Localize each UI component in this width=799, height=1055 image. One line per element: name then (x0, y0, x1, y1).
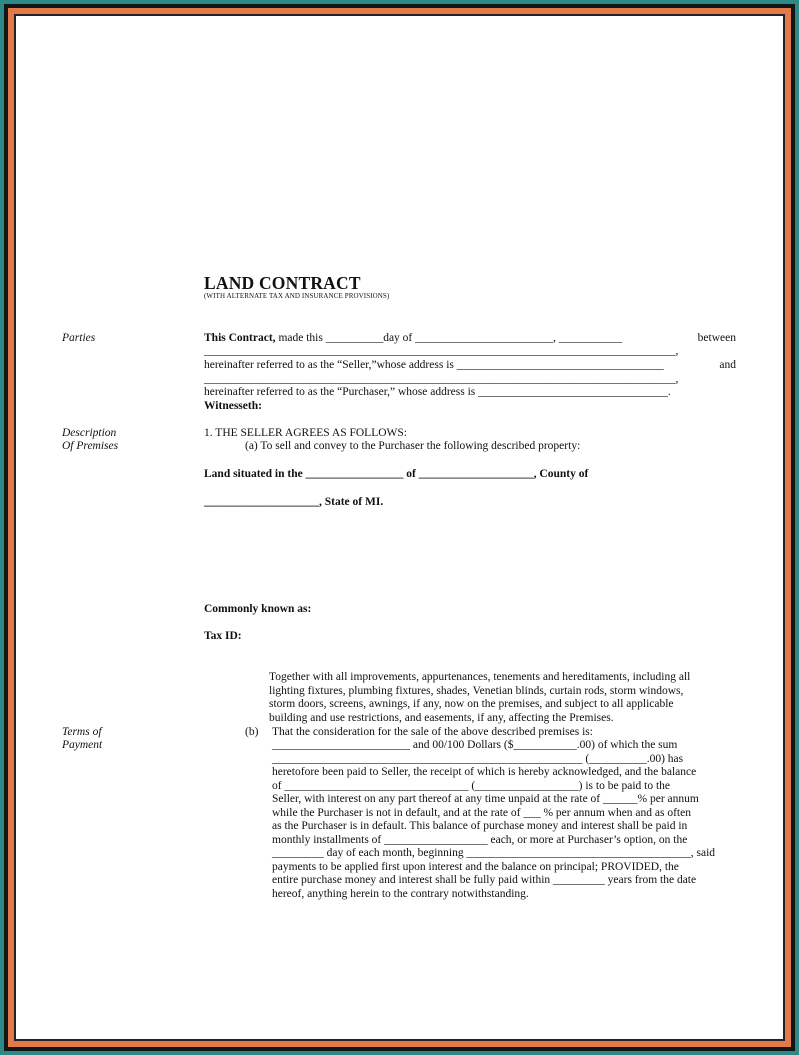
item-b-line-12: entire purchase money and interest shall be fully paid within _________ years from the date (272, 874, 697, 886)
item-b-line-9: monthly installments of __________________ each, or more at Purchaser’s option, on the (272, 834, 688, 846)
state-line: ____________________, State of MI. (204, 496, 384, 508)
together-line-1: Together with all improvements, appurtenances, tenements and hereditaments, including all (269, 671, 691, 683)
commonly-known-label: Commonly known as: (204, 603, 312, 615)
document-subtitle: (WITH ALTERNATE TAX AND INSURANCE PROVISIONS) (204, 292, 390, 300)
document-title: LAND CONTRACT (204, 273, 361, 293)
seller-name-line: __________________________________________________________________________________, (204, 345, 679, 357)
seller-address-line: hereinafter referred to as the “Seller,”whose address is ____________________________________ (204, 359, 664, 371)
item-b-line-8: as the Purchaser is in default. This balance of purchase money and interest shall be paid in (272, 820, 688, 832)
section-1-heading: 1. THE SELLER AGREES AS FOLLOWS: (204, 427, 407, 439)
margin-label-of-premises: Of Premises (62, 440, 119, 452)
margin-label-terms: Terms of (62, 726, 102, 738)
this-contract-label: This Contract, (204, 332, 276, 344)
margin-label-payment: Payment (62, 739, 103, 751)
tax-id-label: Tax ID: (204, 630, 242, 642)
margin-label-parties: Parties (62, 332, 96, 344)
item-b-line-10: _________ day of each month, beginning _______________________________________, said (272, 847, 716, 859)
item-b-line-2: ________________________ and 00/100 Dollars ($___________.00) of which the sum (272, 739, 678, 751)
parties-line-1-text: made this __________day of ________________________, ___________ (275, 332, 623, 344)
seller-address-end: and (719, 359, 736, 371)
item-a-text: (a) To sell and convey to the Purchaser the following described property: (245, 440, 581, 452)
witnesseth-label: Witnesseth: (204, 400, 262, 412)
land-situated-line: Land situated in the _________________ of ____________________, County of (204, 468, 589, 480)
together-line-2: lighting fixtures, plumbing fixtures, shades, Venetian blinds, curtain rods, storm windows, (269, 685, 684, 697)
item-b-line-6: Seller, with interest on any part thereof at any time unpaid at the rate of ______% per annum (272, 793, 699, 805)
parties-line-1 (204, 332, 622, 345)
item-b-line-4: heretofore been paid to Seller, the receipt of which is hereby acknowledged, and the balance (272, 766, 697, 778)
margin-label-description: Description (62, 427, 117, 439)
item-b-line-5: of ________________________________ (__________________) is to be paid to the (272, 780, 671, 792)
item-b-line-13: hereof, anything herein to the contrary notwithstanding. (272, 888, 529, 900)
purchaser-address-line: hereinafter referred to as the “Purchaser,” whose address is _________________________________. (204, 386, 671, 398)
item-b-line-11: payments to be applied first upon interest and the balance on principal; PROVIDED, the (272, 861, 679, 873)
together-line-4: building and use restrictions, and easements, if any, affecting the Premises. (269, 712, 614, 724)
item-b-line-1: That the consideration for the sale of the above described premises is: (272, 726, 593, 738)
item-b-line-7: while the Purchaser is not in default, and at the rate of ___ % per annum when and as often (272, 807, 691, 819)
together-line-3: storm doors, screens, awnings, if any, now on the premises, and subject to all applicable (269, 698, 674, 710)
purchaser-name-line: __________________________________________________________________________________, (204, 373, 679, 385)
item-b-label: (b) (245, 726, 259, 738)
parties-line-1-end: between (697, 332, 736, 344)
item-b-line-3: ______________________________________________________ (__________.00) has (272, 753, 684, 765)
